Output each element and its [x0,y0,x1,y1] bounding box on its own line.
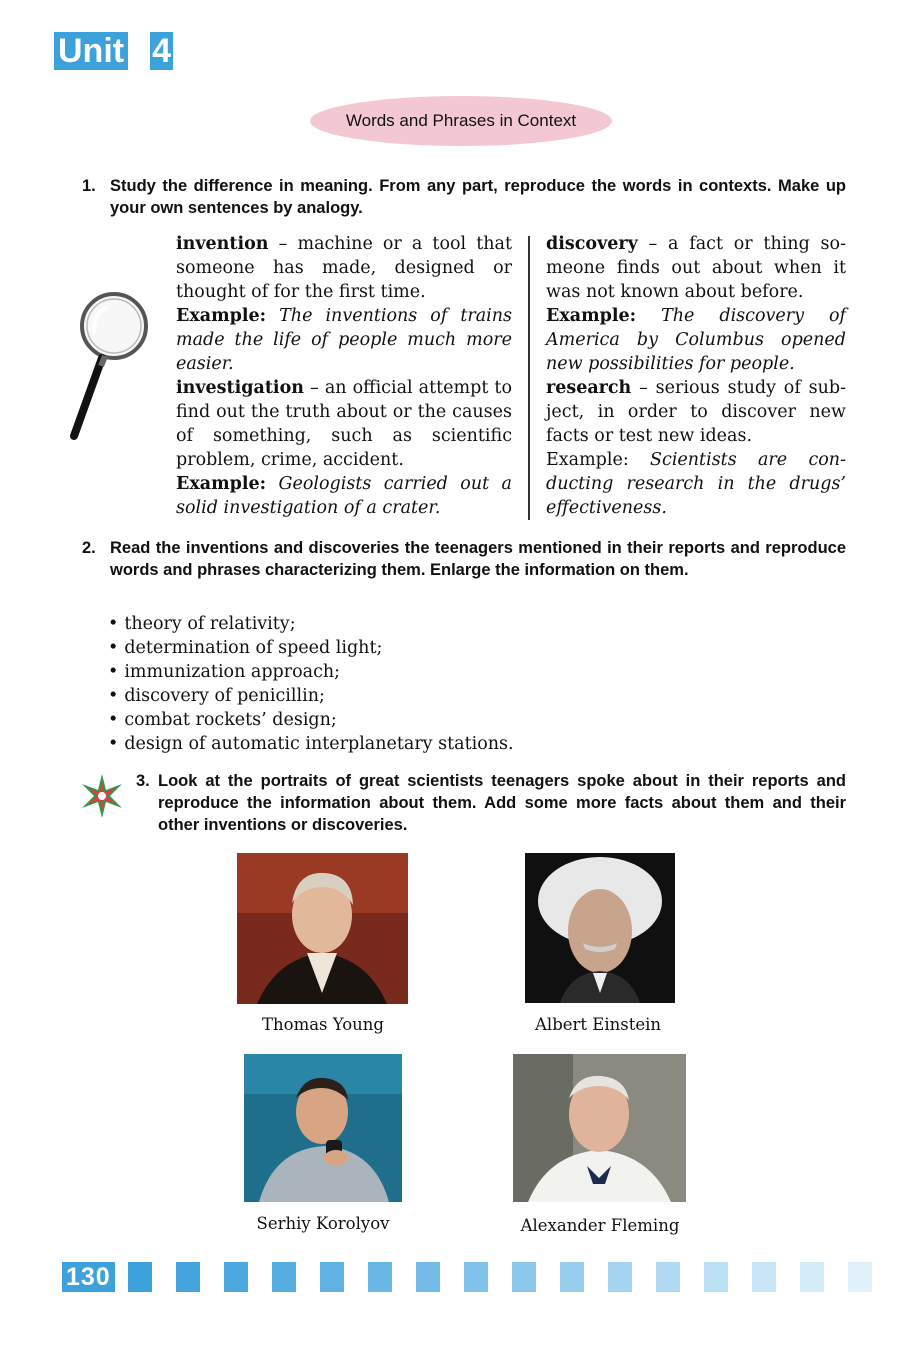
footer-square [464,1262,488,1292]
caption: Serhiy Korolyov [256,1214,390,1233]
example-text: Scientists are conducting research in the drugs’ effectiveness. [546,450,846,518]
footer-square [752,1262,776,1292]
footer-square [368,1262,392,1292]
section-title-text: Words and Phrases in Context [345,111,577,130]
task-number: 2. [82,539,96,557]
caption: Alexander Fleming [520,1216,680,1235]
portrait-serhiy-korolyov [244,1054,402,1202]
footer-square [608,1262,632,1292]
task-instruction: Study the difference in meaning. From any part, reproduce the words in contexts. Make up your own sentences by analogy. [110,177,846,217]
definition: – a fact or thing someone finds out about when it was not known about before. [546,234,846,302]
definition: – an official attempt to find out the truth about or the causes of something, such as scientific problem, crime, accident. [176,378,512,470]
example-label: Example: [546,450,629,470]
footer-square [848,1262,872,1292]
example-text: Geologists carried out a solid investigation of a crater. [176,474,512,518]
example-text: The inventions of trains made the life of people much more easier. [176,306,512,374]
footer-square [416,1262,440,1292]
caption: Thomas Young [262,1015,384,1034]
term-invention: invention [176,234,269,254]
bullet-list [108,612,514,756]
section-title [310,96,612,146]
portrait-albert-einstein [525,853,675,1003]
column-divider [528,236,530,520]
example-label: Example: [546,306,637,326]
definitions-left-column [176,232,512,520]
task-instruction: Read the inventions and discoveries the teenagers mentioned in their reports and reproduce words and phrases characterizing them. Enlarge the information on them. [110,539,846,579]
footer-square [224,1262,248,1292]
footer-square [176,1262,200,1292]
portrait-alexander-fleming [513,1054,686,1202]
page-number: 130 [62,1262,115,1292]
task-number: 1. [82,177,96,195]
example-text: The discovery of America by Columbus opened new possibilities for people. [546,306,846,374]
footer-square [128,1262,152,1292]
list-item: • discovery of penicillin; [108,684,514,708]
definitions-right-column [546,232,846,520]
list-item: • determination of speed light; [108,636,514,660]
definitions [176,232,846,520]
task-instruction: Look at the portraits of great scientists teenagers spoke about in their reports and reproduce the information about them. Add some more facts about them and their other inventions or discoveries. [158,772,846,834]
task-number: 3. [136,772,150,790]
term-research: research [546,378,632,398]
footer-square [656,1262,680,1292]
unit-label [54,32,173,70]
caption: Albert Einstein [535,1015,661,1034]
footer-square [512,1262,536,1292]
example-label: Example: [176,474,267,494]
footer-square [704,1262,728,1292]
unit-number: 4 [152,32,172,70]
list-item: • combat rockets’ design; [108,708,514,732]
term-discovery: discovery [546,234,638,254]
footer-square [800,1262,824,1292]
footer-square [320,1262,344,1292]
list-item: • theory of relativity; [108,612,514,636]
task-1 [82,175,846,219]
star-icon [78,772,126,820]
example-label: Example: [176,306,267,326]
definition: – serious study of subject, in order to discover new facts or test new ideas. [546,378,846,446]
footer-square [560,1262,584,1292]
portrait-thomas-young [237,853,408,1004]
list-item: • immunization approach; [108,660,514,684]
list-item: • design of automatic interplanetary stations. [108,732,514,756]
magnifying-glass-icon [62,286,162,446]
task-3 [136,770,846,836]
footer-square [272,1262,296,1292]
definition: – machine or a tool that someone has made, designed or thought of for the first time. [176,234,512,302]
term-investigation: investigation [176,378,304,398]
unit-word: Unit [54,32,128,70]
task-2 [82,537,846,581]
